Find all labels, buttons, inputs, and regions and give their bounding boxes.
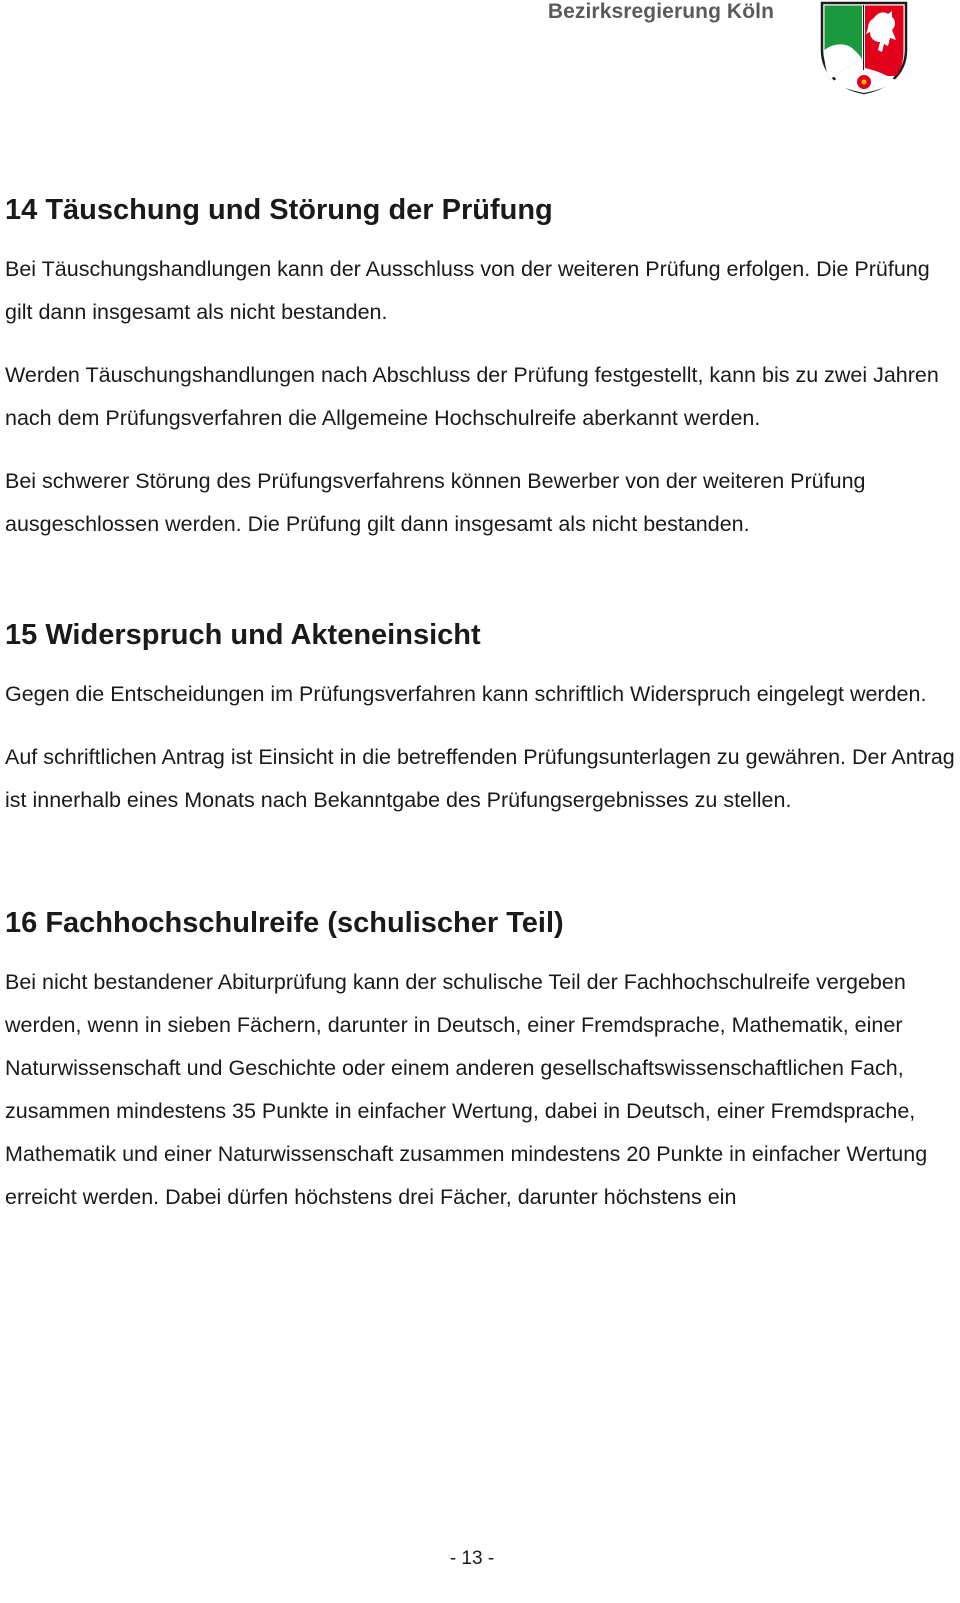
section-heading: 16 Fachhochschulreife (schulischer Teil) <box>5 907 564 939</box>
section-heading: 14 Täuschung und Störung der Prüfung <box>5 194 553 226</box>
page-number: - 13 - <box>449 1548 495 1569</box>
page-content <box>5 192 955 1239</box>
page-header <box>0 0 960 100</box>
paragraph: Auf schriftlichen Antrag ist Einsicht in die betreffenden Prüfungsunterlagen zu gewähren. Der Antrag ist innerhalb eines Monats nach Bekanntgabe des Prüfungsergebnisses zu stellen. <box>5 745 955 812</box>
paragraph: Bei Täuschungshandlungen kann der Ausschluss von der weiteren Prüfung erfolgen. Die Prüfung gilt dann insgesamt als nicht bestanden. <box>5 257 930 324</box>
paragraph: Bei schwerer Störung des Prüfungsverfahrens können Bewerber von der weiteren Prüfung ausgeschlossen werden. Die Prüfung gilt dann insgesamt als nicht bestanden. <box>5 469 866 536</box>
section-14 <box>5 192 955 546</box>
section-heading: 15 Widerspruch und Akteneinsicht <box>5 619 481 651</box>
organization-name: Bezirksregierung Köln <box>547 0 774 23</box>
nrw-coat-of-arms-icon <box>818 0 910 95</box>
section-15 <box>5 617 955 822</box>
paragraph: Bei nicht bestandener Abiturprüfung kann der schulische Teil der Fachhochschulreife vergeben werden, wenn in sieben Fächern, darunter in Deutsch, einer Fremdsprache, Mathematik, einer Naturwissenschaft und Geschichte oder einem anderen gesellschaftswissenschaftlichen Fach, zusammen mindestens 35 Punkte in einfacher Wertung, dabei in Deutsch, einer Fremdsprache, Mathematik und einer Naturwissenschaft zusammen mindestens 20 Punkte in einfacher Wertung erreicht werden. Dabei dürfen höchstens drei Fächer, darunter höchstens ein <box>5 970 928 1209</box>
paragraph: Gegen die Entscheidungen im Prüfungsverfahren kann schriftlich Widerspruch eingelegt werden. <box>5 682 927 706</box>
section-16 <box>5 905 955 1219</box>
paragraph: Werden Täuschungshandlungen nach Abschluss der Prüfung festgestellt, kann bis zu zwei Jahren nach dem Prüfungsverfahren die Allgemeine Hochschulreife aberkannt werden. <box>5 363 939 430</box>
